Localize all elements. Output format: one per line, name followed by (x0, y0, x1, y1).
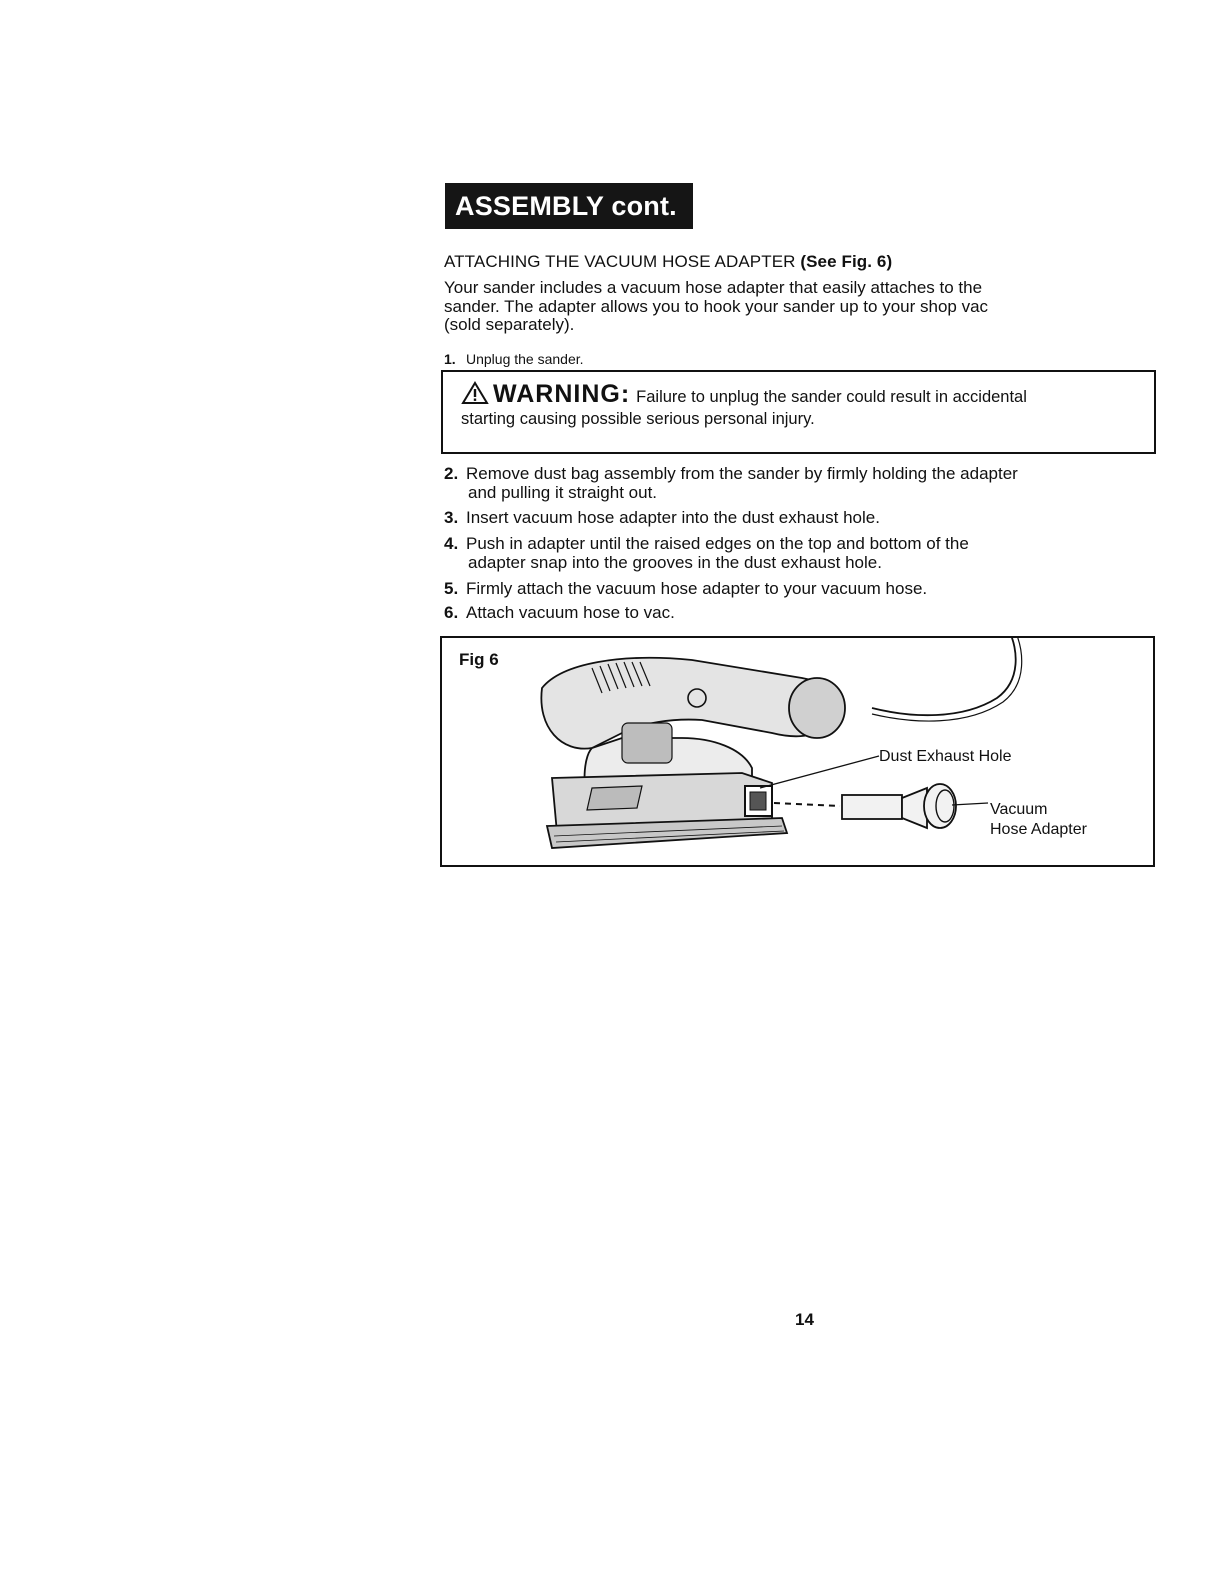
warning-line: Failure to unplug the sander could result in accidental (636, 388, 1027, 406)
page-number: 14 (795, 1310, 814, 1329)
warning-triangle-icon (461, 381, 489, 410)
step-text: and pulling it straight out. (468, 482, 658, 502)
step-2 (444, 465, 1144, 502)
step-number: 3. (444, 508, 459, 527)
warning-line: starting causing possible serious personal injury. (461, 410, 815, 428)
heading-text: ATTACHING THE VACUUM HOSE ADAPTER (444, 252, 796, 271)
step-number: 6. (444, 603, 459, 622)
step-text: Unplug the sander. (466, 351, 584, 367)
step-1 (444, 350, 1144, 369)
warning-title: WARNING: (493, 380, 631, 408)
step-number: 4. (444, 534, 459, 553)
heading-figure-ref: (See Fig. 6) (800, 252, 893, 271)
step-3 (444, 509, 1144, 528)
figure-6 (440, 636, 1155, 867)
step-text: Firmly attach the vacuum hose adapter to your vacuum hose. (466, 579, 928, 598)
handle-grip (789, 678, 845, 738)
step-6 (444, 604, 1144, 623)
callout-dust-exhaust-hole: Dust Exhaust Hole (879, 748, 1012, 765)
callout-leader-dust (760, 756, 879, 788)
intro-line: sander. The adapter allows you to hook your sander up to your shop vac (444, 296, 989, 316)
callout-vacuum: Vacuum (990, 801, 1048, 818)
vacuum-hose-adapter (842, 784, 956, 828)
alignment-dashes (774, 803, 840, 806)
step-4 (444, 535, 1144, 572)
step-text: Push in adapter until the raised edges on the top and bottom of the (466, 534, 969, 553)
step-5 (444, 580, 1144, 599)
section-heading (444, 252, 892, 272)
step-number: 5. (444, 579, 459, 598)
step-text: adapter snap into the grooves in the dust exhaust hole. (468, 552, 882, 572)
power-cord (872, 638, 1016, 715)
intro-paragraph (444, 279, 1134, 335)
callout-hose-adapter: Hose Adapter (990, 821, 1087, 838)
callout-leader-vacuum (952, 803, 988, 805)
figure-label: Fig 6 (459, 650, 499, 669)
intro-line: (sold separately). (444, 315, 575, 334)
intro-line: Your sander includes a vacuum hose adapter that easily attaches to the (444, 278, 983, 297)
step-number: 1. (444, 351, 456, 367)
section-header: ASSEMBLY cont. (445, 183, 693, 229)
brand-label (622, 723, 672, 763)
step-text: Attach vacuum hose to vac. (466, 603, 675, 622)
step-number: 2. (444, 464, 459, 483)
step-text: Insert vacuum hose adapter into the dust exhaust hole. (466, 508, 880, 527)
step-text: Remove dust bag assembly from the sander by firmly holding the adapter (466, 464, 1018, 483)
warning-box (441, 370, 1156, 454)
power-cord-inner (872, 638, 1022, 721)
base-vent (587, 786, 642, 810)
